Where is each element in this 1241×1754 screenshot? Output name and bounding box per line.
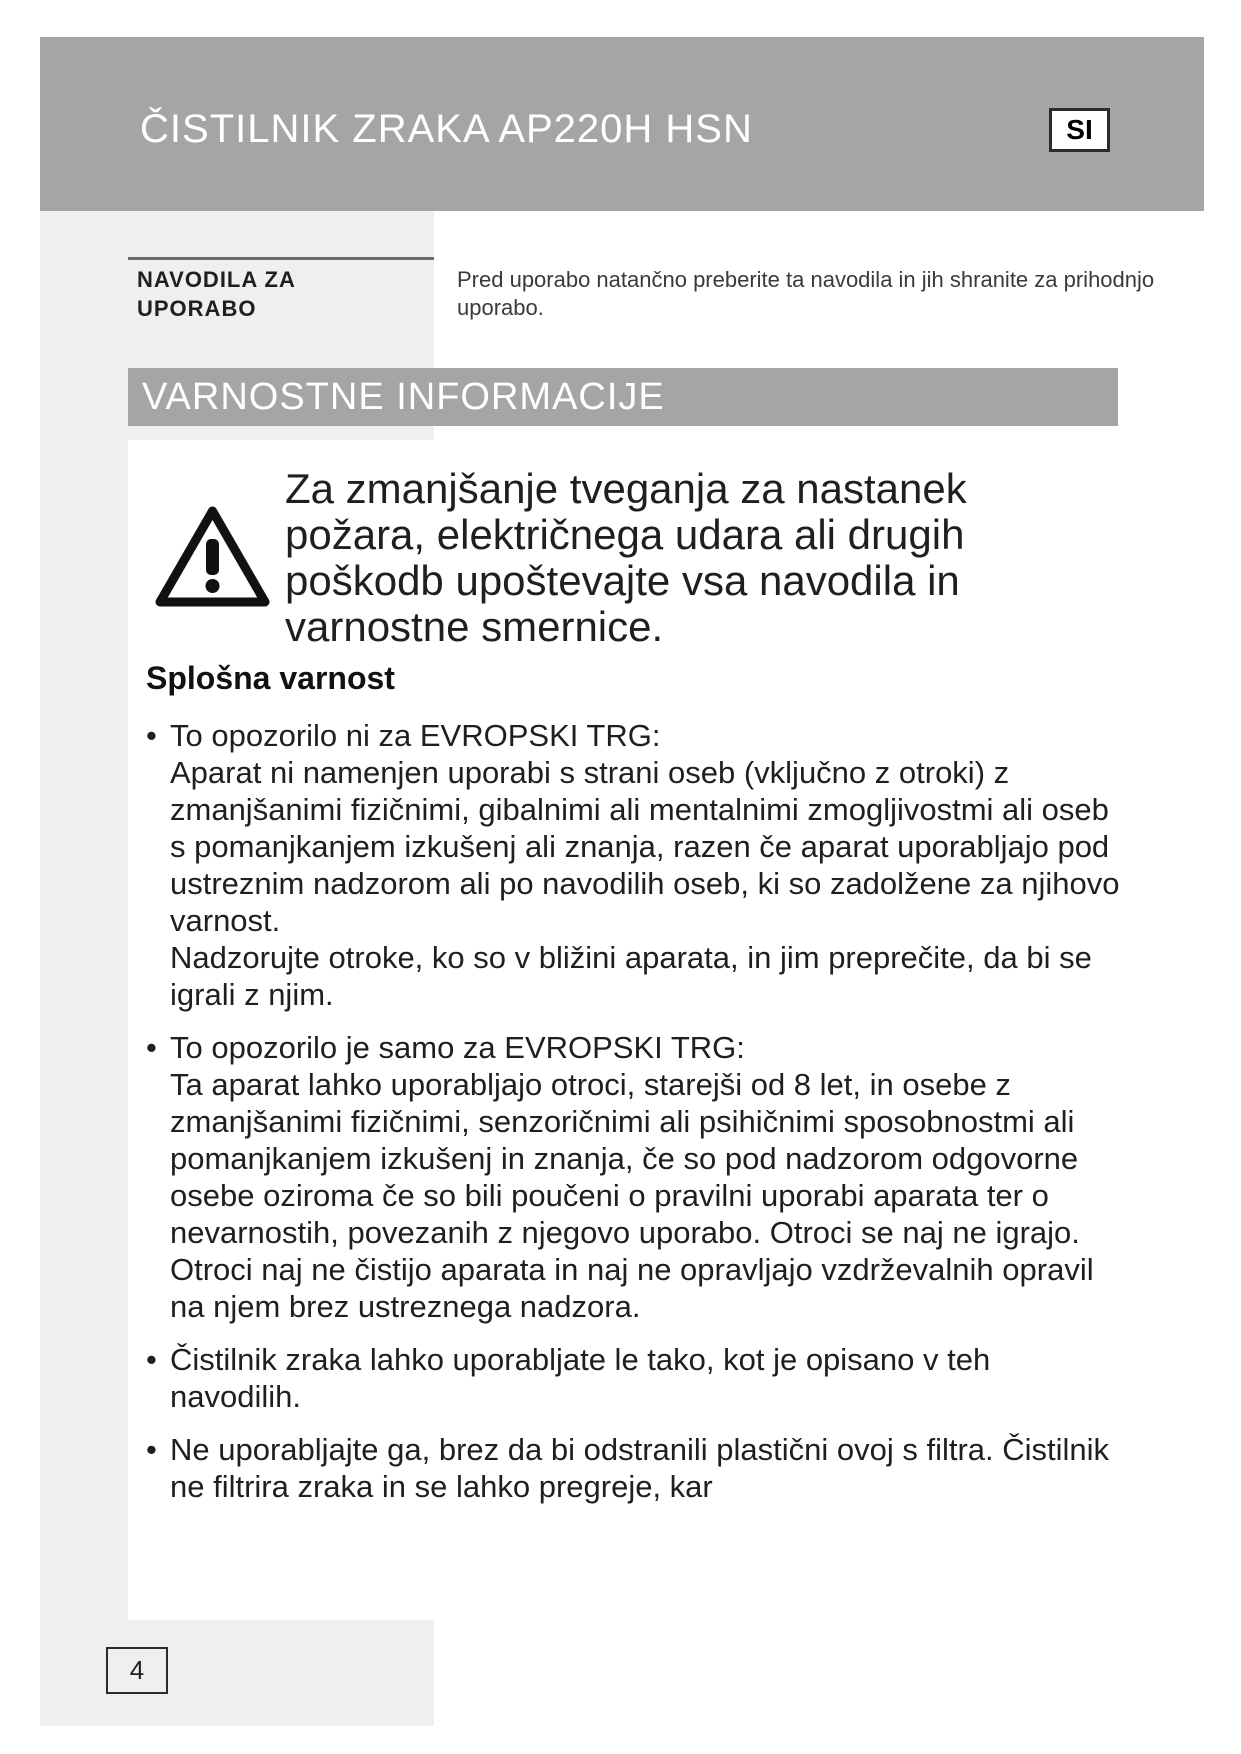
sidebar-label: NAVODILA ZA UPORABO <box>137 267 296 321</box>
warning-triangle-icon <box>155 505 270 607</box>
language-badge: SI <box>1049 108 1110 152</box>
section-title: VARNOSTNE INFORMACIJE <box>128 368 1118 426</box>
list-item <box>146 1029 1121 1325</box>
list-item <box>146 1431 1121 1505</box>
list-item-lead: • To opozorilo je samo za EVROPSKI TRG: <box>170 1030 745 1065</box>
document-title: ČISTILNIK ZRAKA AP220H HSN <box>140 107 753 151</box>
list-item-paragraph: Aparat ni namenjen uporabi s strani oseb (vključno z otroki) z zmanjšanimi fizičnimi, gibalnimi ali mentalnimi zmogljivostmi ali oseb s pomanjkanjem izkušenj ali znanja, razen če aparat uporabljajo pod ustreznim nadzorom ali po navodilih oseb, ki so zadolžene za njihovo varnost. <box>170 755 1120 938</box>
sidebar-divider <box>128 257 434 260</box>
list-item-lead: • Ne uporabljajte ga, brez da bi odstranili plastični ovoj s filtra. Čistilnik ne filtrira zraka in se lahko pregreje, kar <box>170 1432 1110 1504</box>
list-item-paragraph: Ta aparat lahko uporabljajo otroci, starejši od 8 let, in osebe z zmanjšanimi fizičnimi, senzoričnimi ali psihičnimi sposobnostmi ali pomanjkanjem izkušenj in znanja, če so pod nadzorom odgovorne osebe oziroma če so bili poučeni o pravilni uporabi aparata ter o nevarnostih, povezanih z njegovo uporabo. Otroci se naj ne igrajo. Otroci naj ne čistijo aparata in naj ne opravljajo vzdrževalnih opravil na njem brez ustreznega nadzora. <box>170 1067 1094 1324</box>
general-safety-heading: Splošna varnost <box>146 660 395 696</box>
warning-text: Za zmanjšanje tveganja za nastanek požara, električnega udara ali drugih poškodb upoštevajte vsa navodila in varnostne smernice. <box>285 465 967 650</box>
safety-list <box>146 717 1121 1521</box>
list-item <box>146 1341 1121 1415</box>
page-header <box>40 37 1204 211</box>
list-item-lead: • Čistilnik zraka lahko uporabljate le tako, kot je opisano v teh navodilih. <box>170 1342 991 1414</box>
list-item-paragraph: Nadzorujte otroke, ko so v bližini aparata, in jim preprečite, da bi se igrali z njim. <box>170 940 1092 1012</box>
page-number: 4 <box>106 1647 168 1694</box>
intro-text: Pred uporabo natančno preberite ta navodila in jih shranite za prihodnjo uporabo. <box>457 267 1155 320</box>
list-item <box>146 717 1121 1013</box>
list-item-lead: • To opozorilo ni za EVROPSKI TRG: <box>170 718 661 753</box>
